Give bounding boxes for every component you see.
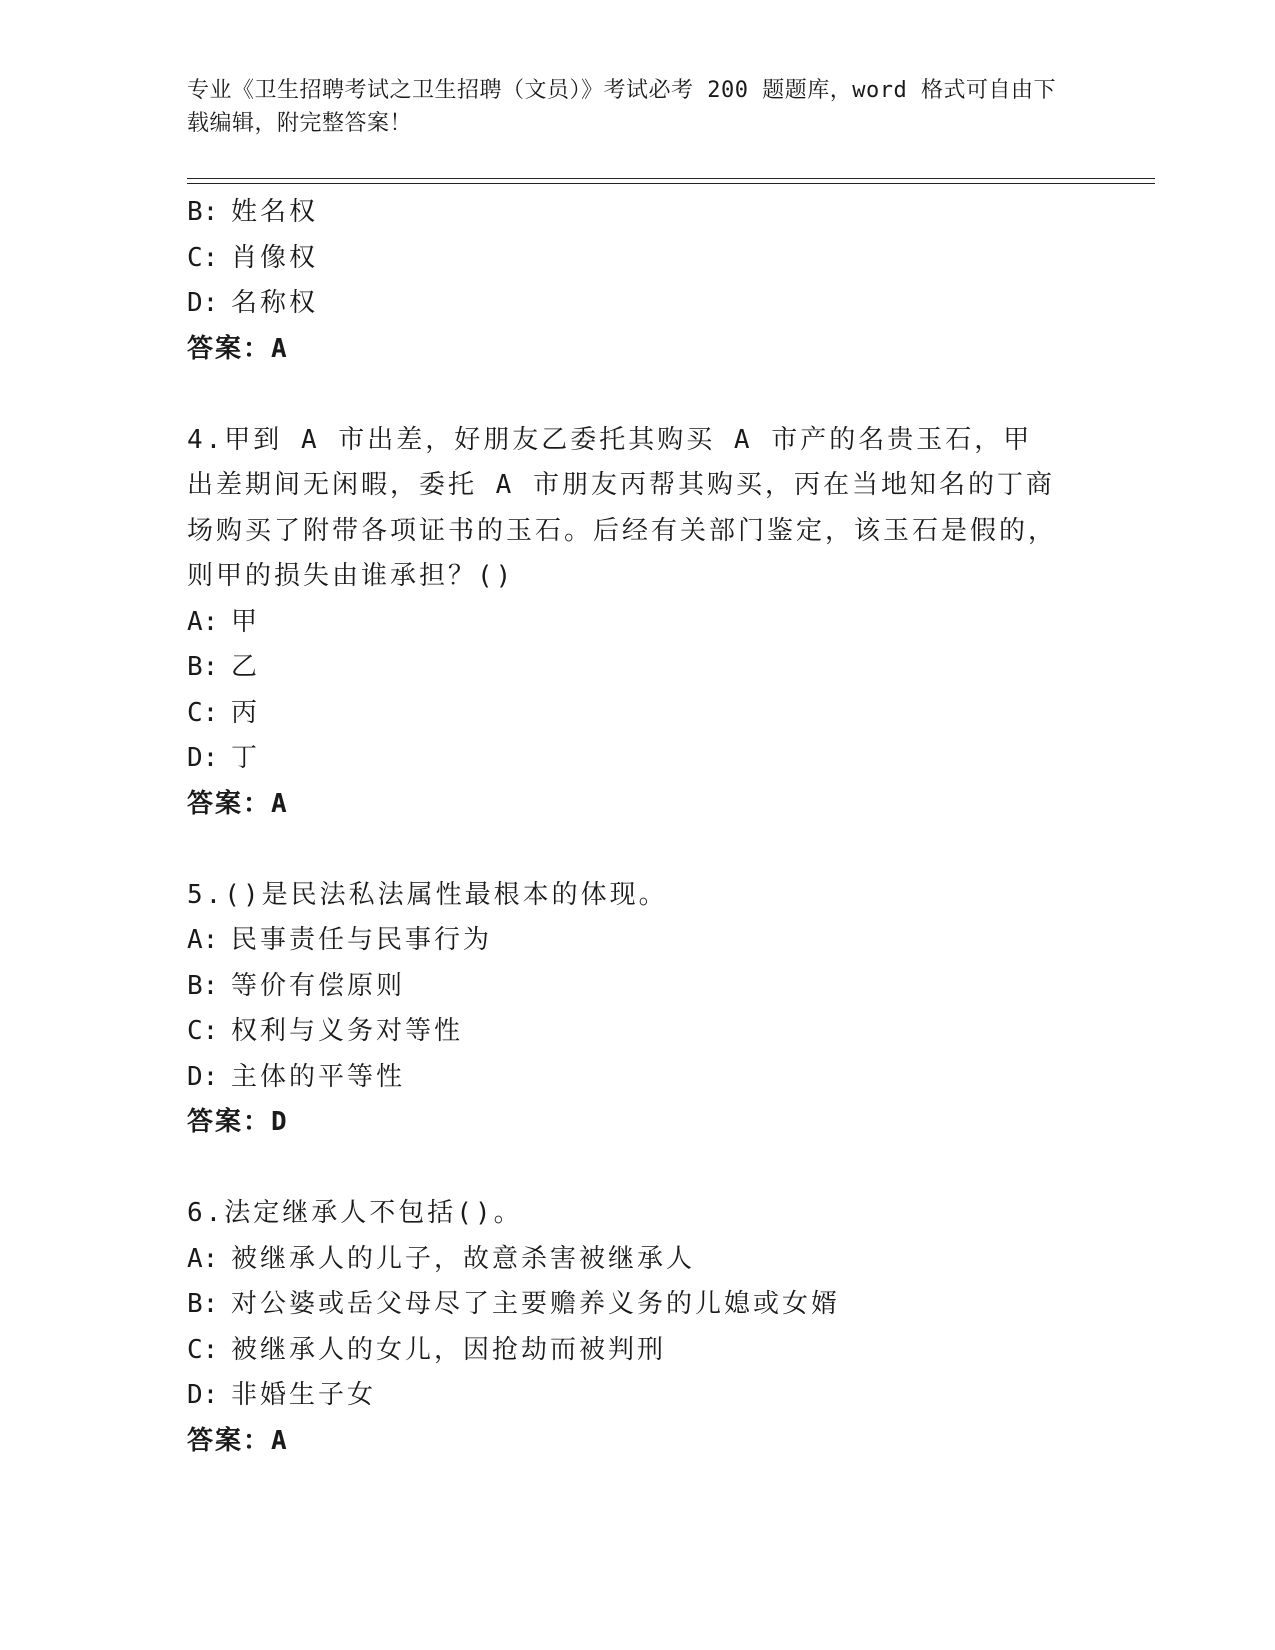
option-text: 被继承人的女儿，因抢劫而被判刑	[231, 1334, 667, 1365]
option-a	[187, 1237, 1057, 1283]
option-d	[187, 736, 1057, 782]
option-text: 甲	[231, 606, 261, 637]
option-b	[187, 1282, 1057, 1328]
option-d	[187, 1373, 1057, 1419]
option-key: D:	[187, 743, 219, 773]
option-text: 民事责任与民事行为	[231, 925, 493, 955]
option-key: A:	[187, 1243, 219, 1274]
option-key: B:	[187, 1289, 219, 1319]
option-text: 权利与义务对等性	[231, 1016, 464, 1046]
question-stem: 6.法定继承人不包括()。	[187, 1198, 523, 1228]
spacer	[187, 1146, 1057, 1192]
option-text: 被继承人的儿子，故意杀害被继承人	[231, 1243, 696, 1274]
option-key: D:	[187, 1061, 219, 1092]
option-c	[187, 236, 1057, 282]
option-b	[187, 190, 1057, 236]
option-text: 名称权	[231, 288, 319, 318]
header-text: 专业《卫生招聘考试之卫生招聘（文员）》考试必考 200 题题库，word 格式可自由下载编辑，附完整答案！	[187, 78, 1056, 136]
header-rule-top	[187, 178, 1155, 179]
option-key: A:	[187, 606, 219, 637]
option-b	[187, 964, 1057, 1010]
option-a	[187, 600, 1057, 646]
question-4	[187, 418, 1057, 828]
option-text: 丁	[231, 743, 261, 773]
option-text: 等价有偿原则	[231, 970, 406, 1001]
option-text: 非婚生子女	[231, 1380, 377, 1410]
answer-line: 答案：A	[187, 788, 289, 819]
option-b	[187, 645, 1057, 691]
option-c	[187, 691, 1057, 737]
option-d	[187, 1055, 1057, 1101]
question-5	[187, 873, 1057, 1146]
option-key: C:	[187, 697, 219, 728]
option-a	[187, 918, 1057, 964]
option-d	[187, 281, 1057, 327]
question-stem: 4.甲到 A 市出差，好朋友乙委托其购买 A 市产的名贵玉石，甲出差期间无闲暇，委托 A 市朋友丙帮其购买，丙在当地知名的丁商场购买了附带各项证书的玉石。后经有关部门鉴定，该玉石是假的，则甲的损失由谁承担？()	[187, 424, 1058, 591]
spacer	[187, 827, 1057, 873]
option-key: B:	[187, 652, 219, 682]
header-rule-bottom	[187, 183, 1155, 184]
question-content	[187, 190, 1057, 1464]
option-key: C:	[187, 242, 219, 273]
option-key: D:	[187, 1380, 219, 1410]
option-text: 乙	[231, 652, 261, 682]
option-key: A:	[187, 925, 219, 955]
option-text: 主体的平等性	[231, 1061, 406, 1092]
option-text: 姓名权	[231, 197, 319, 227]
option-text: 丙	[231, 697, 261, 728]
answer-line: 答案：D	[187, 1107, 289, 1137]
option-key: D:	[187, 288, 219, 318]
answer-line: 答案：A	[187, 1425, 289, 1456]
document-header	[187, 74, 1067, 140]
option-c	[187, 1328, 1057, 1374]
option-key: B:	[187, 970, 219, 1001]
option-key: B:	[187, 197, 219, 227]
option-text: 肖像权	[231, 242, 319, 273]
question-stem: 5.()是民法私法属性最根本的体现。	[187, 879, 668, 910]
continued-question	[187, 190, 1057, 372]
option-key: C:	[187, 1016, 219, 1046]
spacer	[187, 372, 1057, 418]
question-6	[187, 1191, 1057, 1464]
option-c	[187, 1009, 1057, 1055]
option-text: 对公婆或岳父母尽了主要赡养义务的儿媳或女婿	[231, 1289, 841, 1319]
answer-line: 答案：A	[187, 333, 289, 364]
option-key: C:	[187, 1334, 219, 1365]
